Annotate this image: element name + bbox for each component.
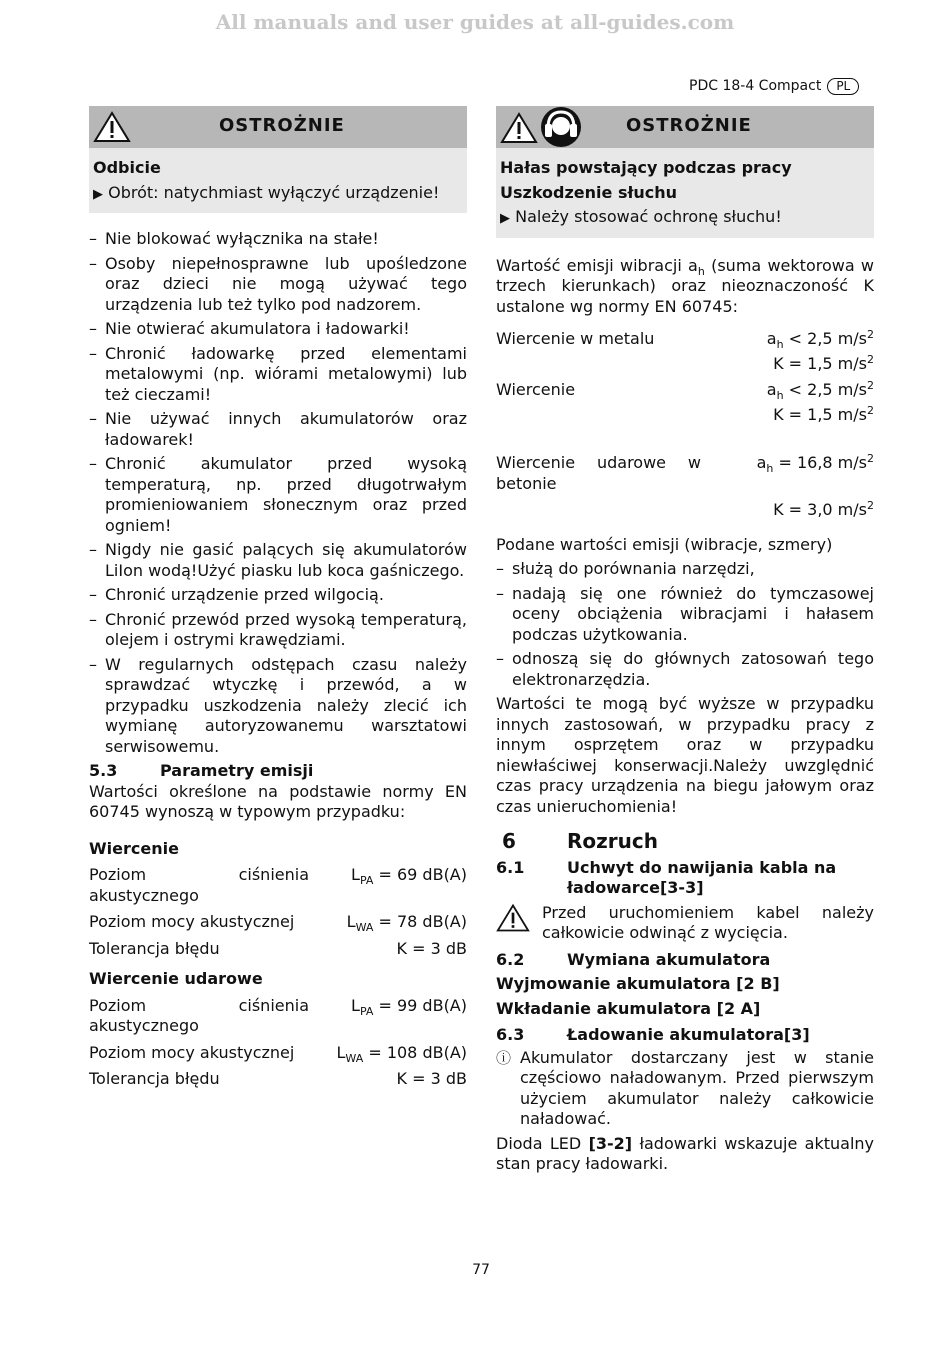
list-item: – Osoby niepełnosprawne lub upośledzone oraz dzieci nie mogą używać tego urządzenia lub też tylko pod nadzorem. bbox=[89, 254, 467, 316]
charge-info: ⓘ Akumulator dostarczany jest w stanie częściowo naładowanym. Przed pierwszym użyciem akumulator należy całkowicie naładować. bbox=[496, 1048, 874, 1134]
section-6-heading: 6 Rozruch bbox=[502, 829, 658, 853]
row-value: K = 3 dB bbox=[396, 1069, 467, 1088]
warning-instruction: Należy stosować ochronę słuchu! bbox=[515, 207, 782, 226]
warning-title: OSTROŻNIE bbox=[219, 115, 345, 136]
led-note: Dioda LED [3-2] ładowarki wskazuje aktualny stan pracy ładowarki. bbox=[496, 1133, 874, 1173]
row-value: $L_{WA} = 108$ dB(A) bbox=[336, 1042, 467, 1065]
warning-title: OSTROŻNIE bbox=[626, 115, 752, 136]
vibration-value: $a_h < 2,5$ $m/s^2$ bbox=[766, 328, 874, 351]
remove-battery-heading: Wyjmowanie akumulatora [2 B] bbox=[496, 974, 780, 993]
row-label: Poziom mocy akustycznej bbox=[89, 912, 295, 931]
section-title: Parametry emisji bbox=[160, 761, 314, 780]
row-label: Poziom ciśnienia akustycznego bbox=[89, 865, 309, 905]
row-value: $L_{WA} = 78$ dB(A) bbox=[346, 912, 467, 934]
safety-list bbox=[89, 229, 467, 757]
page-header bbox=[689, 76, 859, 97]
impact-title: Wiercenie udarowe bbox=[89, 969, 263, 988]
row-value: $L_{PA} = 99$ dB(A) bbox=[351, 995, 467, 1018]
list-item: – odnoszą się do głównych zatosowań tego elektronarzędzia. bbox=[496, 649, 874, 690]
list-item: – Chronić ładowarkę przed elementami metalowymi (np. wiórami metalowymi) lub też cieczami! bbox=[89, 344, 467, 406]
drilling-table bbox=[89, 865, 467, 959]
warning-triangle-icon bbox=[500, 112, 538, 144]
vibration-label: Wiercenie bbox=[496, 380, 576, 399]
vibration-row bbox=[496, 329, 874, 374]
list-item: – służą do porównania narzędzi, bbox=[496, 559, 874, 580]
list-item: – Chronić urządzenie przed wilgocią. bbox=[89, 585, 467, 606]
warning-instruction: Obrót: natychmiast wyłączyć urządzenie! bbox=[108, 182, 440, 202]
table-row bbox=[89, 1069, 467, 1090]
table-row bbox=[89, 996, 467, 1037]
section-number: 5.3 bbox=[89, 761, 118, 780]
insert-battery-heading: Wkładanie akumulatora [2 A] bbox=[496, 998, 761, 1018]
noise-warning-body bbox=[496, 148, 874, 238]
watermark: All manuals and user guides at all-guides.com bbox=[215, 10, 735, 34]
list-item: – Chronić akumulator przed wysoką temperaturą, np. przed długotrwałym promieniowaniem słonecznym oraz przed ogniem! bbox=[89, 454, 467, 536]
list-item: – nadają się one również do tymczasowej oceny obciążenia wibracjami i hałasem podczas użytkowania. bbox=[496, 584, 874, 646]
table-row bbox=[89, 1043, 467, 1064]
noise-warning-header bbox=[496, 106, 874, 148]
row-label: Tolerancja błędu bbox=[89, 938, 220, 958]
language-badge: PL bbox=[827, 78, 859, 95]
row-label: Poziom mocy akustycznej bbox=[89, 1042, 295, 1062]
warning-line-2: Uszkodzenie słuchu bbox=[500, 182, 678, 202]
uncertainty-value: K = 1,5 $m/s^2$ bbox=[773, 352, 874, 373]
section-heading bbox=[89, 761, 467, 782]
row-label: Tolerancja błędu bbox=[89, 1069, 220, 1088]
arrow-right-icon: ▶ bbox=[93, 186, 103, 202]
list-item: – Nie używać innych akumulatorów oraz ładowarek! bbox=[89, 409, 467, 450]
warning-triangle-icon bbox=[496, 903, 530, 933]
row-value: K = 3 dB bbox=[396, 938, 467, 958]
uncertainty-value: K = 1,5 $m/s^2$ bbox=[773, 403, 874, 424]
section-6-2-heading: 6.2 Wymiana akumulatora bbox=[496, 949, 771, 969]
vibration-label: Wiercenie w metalu bbox=[496, 329, 655, 348]
vibration-intro: Wartość emisji wibracji $a_h$ (suma wektorowa w trzech kierunkach) oraz nieoznaczoność K ustalone wg normy EN 60745: bbox=[496, 255, 874, 316]
emission-values-intro: Podane wartości emisji (wibracje, szmery) bbox=[496, 534, 833, 554]
emission-list bbox=[496, 559, 874, 690]
info-icon: ⓘ bbox=[496, 1048, 512, 1067]
list-item: – Chronić przewód przed wysoką temperaturą, olejem i ostrymi krawędziami. bbox=[89, 610, 467, 651]
list-item: – Nie otwierać akumulatora i ładowarki! bbox=[89, 319, 467, 340]
vibration-label: Wiercenie udarowe w betonie bbox=[496, 453, 701, 493]
table-row bbox=[89, 939, 467, 960]
section-6-3-heading: 6.3 Ładowanie akumulatora[3] bbox=[496, 1025, 810, 1044]
right-column bbox=[496, 106, 874, 1179]
list-item: – W regularnych odstępach czasu należy sprawdzać wtyczkę i przewód, a w przypadku uszkodzenia należy zlecić ich wymianę autoryzowanemu warsztatowi serwisowemu. bbox=[89, 655, 467, 758]
warning-triangle-icon bbox=[93, 111, 131, 143]
warning-line-1: Hałas powstający podczas pracy bbox=[500, 158, 792, 177]
left-column bbox=[89, 106, 467, 1096]
vibration-table bbox=[496, 329, 874, 521]
section-6-1-heading: 6.1 Uchwyt do nawijania kabla na ładowarce[3-3] bbox=[496, 857, 837, 897]
arrow-right-icon: ▶ bbox=[500, 211, 510, 226]
row-label: Poziom ciśnienia akustycznego bbox=[89, 995, 309, 1035]
list-item: – Nie blokować wyłącznika na stałe! bbox=[89, 229, 467, 250]
emission-note: Wartości te mogą być wyższe w przypadku innych zastosowań, w przypadku pracy z innym osprzętem oraz w przypadku niewłaściwej konserwacji.Należy uwzględnić czas pracy urządzenia na biegu jałowym oraz czas unieruchomienia! bbox=[496, 694, 874, 816]
warning-subtitle: Odbicie bbox=[93, 158, 161, 177]
ear-protection-icon bbox=[540, 106, 582, 148]
warning-header bbox=[89, 106, 467, 148]
vibration-row bbox=[496, 453, 874, 521]
uncertainty-value: K = 3,0 $m/s^2$ bbox=[773, 499, 874, 519]
model-name: PDC 18-4 Compact bbox=[689, 78, 822, 94]
cable-note: Przed uruchomieniem kabel należy całkowicie odwinąć z wycięcia. bbox=[496, 903, 874, 948]
emission-intro: Wartości określone na podstawie normy EN 60745 wynoszą w typowym przypadku: bbox=[89, 781, 467, 821]
vibration-value: $a_h < 2,5$ $m/s^2$ bbox=[766, 379, 874, 402]
table-row bbox=[89, 912, 467, 933]
drilling-title: Wiercenie bbox=[89, 838, 179, 858]
impact-table bbox=[89, 996, 467, 1090]
warning-body bbox=[89, 148, 467, 213]
page-number: 77 bbox=[472, 1262, 490, 1278]
table-row bbox=[89, 865, 467, 906]
vibration-row bbox=[496, 380, 874, 425]
row-value: $L_{PA} = 69$ dB(A) bbox=[351, 865, 467, 887]
list-item: – Nigdy nie gasić palących się akumulatorów LiIon wodą!Użyć piasku lub koca gaśniczego. bbox=[89, 540, 467, 581]
vibration-value: $a_h = 16,8$ $m/s^2$ bbox=[756, 452, 874, 475]
